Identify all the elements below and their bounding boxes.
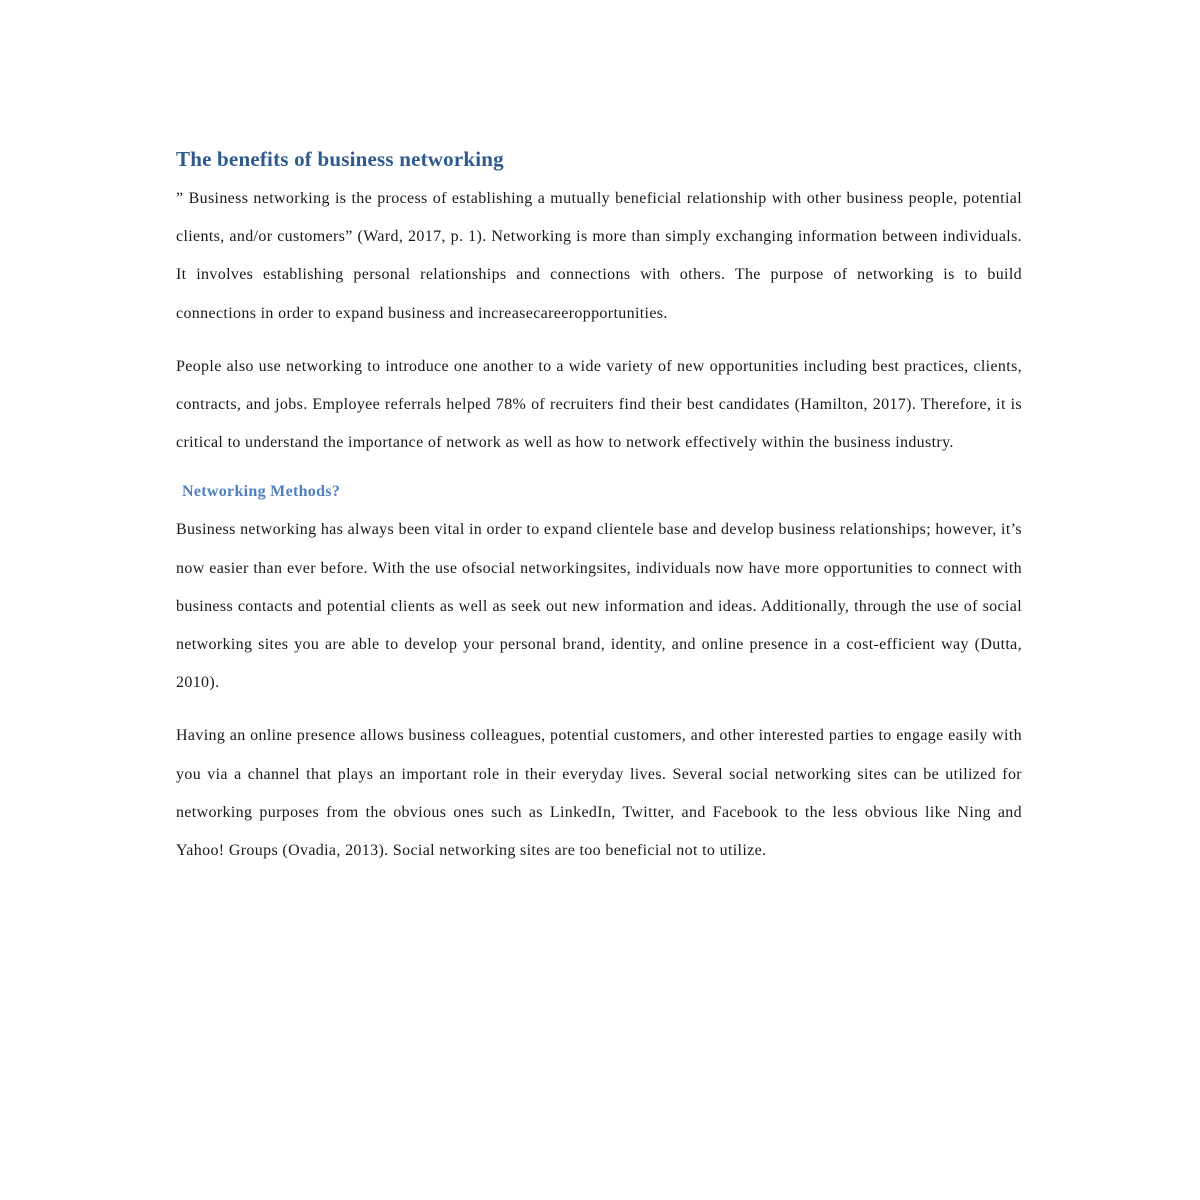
paragraph-definition: ” Business networking is the process of establishing a mutually beneficial relationship with other business people, potential clients, and/or customers” (Ward, 2017, p. 1). Networking is more than simply exchanging information between individuals. It involves establishing personal relationships and connections with others. The purpose of networking is to build connections in order to expand business and increasecareeropportunities.	[176, 190, 1022, 322]
document-title: The benefits of business networking	[176, 147, 504, 171]
document-body	[176, 142, 1022, 870]
paragraph-opportunities: People also use networking to introduce one another to a wide variety of new opportunities including best practices, clients, contracts, and jobs. Employee referrals helped 78% of recruiters find their best candidates (Hamilton, 2017). Therefore, it is critical to understand the importance of network as well as how to network effectively within the business industry.	[176, 357, 1022, 452]
section-heading-networking-methods: Networking Methods?	[182, 483, 341, 501]
paragraph-social-networking: Business networking has always been vital in order to expand clientele base and develop business relationships; however, it’s now easier than ever before. With the use ofsocial networkingsites, individuals now have more opportunities to connect with business contacts and potential clients as well as seek out new information and ideas. Additionally, through the use of social networking sites you are able to develop your personal brand, identity, and online presence in a cost-efficient way (Dutta, 2010).	[176, 521, 1022, 692]
paragraph-online-presence: Having an online presence allows business colleagues, potential customers, and other interested parties to engage easily with you via a channel that plays an important role in their everyday lives. Several social networking sites can be utilized for networking purposes from the obvious ones such as LinkedIn, Twitter, and Facebook to the less obvious like Ning and Yahoo! Groups (Ovadia, 2013). Social networking sites are too beneficial not to utilize.	[176, 727, 1022, 860]
